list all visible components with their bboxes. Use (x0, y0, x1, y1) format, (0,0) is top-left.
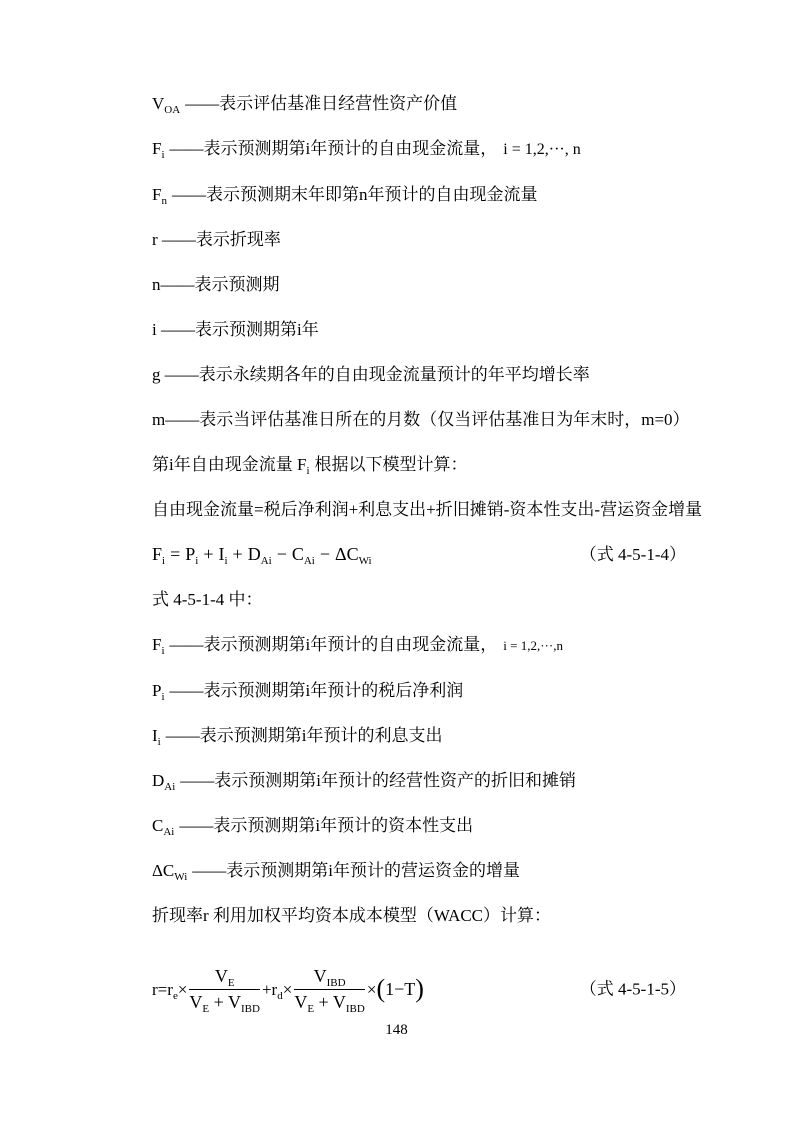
definition-text: ——表示预测期末年即第n年预计的自由现金流量 (171, 185, 538, 204)
symbol-base: r (167, 979, 173, 999)
term-i (218, 544, 228, 567)
operator-plus: + (318, 991, 329, 1012)
symbol-subscript: i (157, 736, 161, 748)
symbol-subscript: IBD (345, 1002, 365, 1015)
term-rd (271, 979, 283, 1002)
formula-expression (152, 544, 372, 567)
definition-text: ——表示预测期第i年预计的营运资金的增量 (192, 861, 521, 880)
term-p (185, 544, 199, 567)
symbol-subscript: Wi (174, 871, 188, 883)
symbol-base: C (291, 544, 304, 564)
term-one-minus-t: 1−T (385, 978, 416, 999)
operator-minus: − (319, 544, 331, 564)
index-range: i = 1,2,···, n (503, 141, 581, 158)
symbol-dcwi (152, 861, 188, 883)
symbol-subscript: i (162, 555, 166, 567)
operator-times: × (282, 979, 293, 999)
symbol-cai (152, 816, 175, 838)
term-re (167, 979, 178, 1002)
symbol-base: I (152, 726, 158, 745)
term-d (247, 544, 272, 567)
term-r: r (152, 979, 158, 999)
definition-text: ——表示预测期第i年预计的资本性支出 (179, 816, 474, 835)
page-body (152, 94, 703, 1045)
symbol-subscript: i (161, 645, 165, 657)
intro-text-post: 根据以下模型计算： (314, 455, 468, 474)
symbol-fn (152, 185, 167, 207)
definition-pi (152, 681, 686, 703)
intro-text-pre: 第i年自由现金流量 (152, 455, 293, 474)
operator-plus: + (261, 979, 272, 999)
symbol-subscript: IBD (241, 1002, 260, 1015)
operator-times: × (177, 979, 188, 999)
symbol-pi (152, 681, 165, 703)
definition-text: ——表示预测期第i年预计的税后净利润 (169, 681, 464, 700)
symbol-subscript: i (306, 465, 310, 477)
symbol-base: P (185, 544, 196, 564)
definition-cai (152, 816, 686, 838)
operator-equals: = (157, 979, 168, 999)
definition-r: r ——表示折现率 (152, 230, 281, 249)
formula-expression: r = $r_e$ × $\frac{V_E}{V_E + V_{IBD}}$ + $r_d$ × $\frac{V_{IBD}}{V_E + V_{IBD}}$ × ( 1−T ) (152, 965, 424, 1015)
symbol-fi (296, 455, 310, 477)
symbol-subscript: E (227, 976, 235, 989)
index-range: i = 1,2,···,n (503, 638, 563, 653)
symbol-base: V (228, 991, 241, 1012)
symbol-base: D (152, 771, 165, 790)
formula-label-4-5-1-4: （式 4-5-1-4） (579, 545, 686, 564)
symbol-base: F (152, 139, 162, 158)
symbol-base: V (189, 991, 203, 1012)
symbol-base: V (313, 965, 327, 986)
definition-text: ——表示预测期第i年预计的自由现金流量， (169, 139, 498, 158)
definition-dai (152, 771, 686, 793)
term-f (152, 544, 166, 567)
definition-fi (152, 139, 686, 159)
operator-equals: = (170, 544, 181, 564)
operator-plus: + (213, 991, 224, 1012)
symbol-base: F (152, 635, 162, 654)
symbol-subscript: Wi (358, 555, 372, 567)
symbol-base: F (152, 185, 162, 204)
fraction-equity-weight (189, 965, 260, 1015)
operator-minus: − (276, 544, 287, 564)
definition-voa (152, 94, 686, 116)
fcf-definition: 自由现金流量=税后净利润+利息支出+折旧摊销-资本性支出-营运资金增量 (152, 500, 703, 519)
fraction-debt-weight (294, 965, 365, 1015)
term-delta-c (335, 544, 372, 567)
fraction-numerator (294, 966, 365, 990)
symbol-subscript: e (172, 989, 178, 1002)
term-c (291, 544, 315, 567)
page-number: 148 (385, 1022, 408, 1038)
symbol-base: ΔC (335, 544, 359, 564)
symbol-subscript: i (195, 555, 199, 567)
symbol-subscript: Ai (260, 555, 272, 567)
symbol-base: C (152, 816, 164, 835)
formula-4-5-1-4 (152, 544, 686, 567)
symbol-fi (152, 139, 165, 161)
symbol-subscript: n (161, 195, 167, 207)
definition-fn (152, 185, 686, 207)
definition-text: ——表示评估基准日经营性资产价值 (185, 94, 458, 113)
symbol-base: F (152, 544, 163, 564)
formula-note: 式 4-5-1-4 中： (152, 590, 263, 609)
symbol-subscript: Ai (303, 555, 315, 567)
symbol-base: D (247, 544, 261, 564)
definition-fi-2 (152, 635, 686, 655)
definition-text: ——表示预测期第i年预计的利息支出 (165, 726, 443, 745)
symbol-base: ΔC (152, 861, 175, 880)
symbol-base: I (218, 544, 225, 564)
fraction-numerator (189, 966, 260, 990)
symbol-subscript: E (307, 1002, 315, 1015)
operator-plus: + (203, 544, 214, 564)
symbol-subscript: i (161, 691, 165, 703)
operator-times: × (366, 979, 377, 999)
definition-n: n——表示预测期 (152, 275, 280, 294)
symbol-subscript: IBD (326, 976, 346, 989)
symbol-base: F (296, 455, 307, 474)
symbol-ii (152, 726, 161, 748)
wacc-intro: 折现率r 利用加权平均资本成本模型（WACC）计算： (152, 906, 552, 925)
symbol-subscript: d (277, 989, 283, 1002)
formula-4-5-1-5 (152, 959, 686, 1019)
symbol-base: r (271, 979, 278, 999)
operator-plus: + (232, 544, 243, 564)
symbol-subscript: i (224, 555, 228, 567)
symbol-base: V (332, 991, 346, 1012)
definition-i: i ——表示预测期第i年 (152, 320, 319, 339)
symbol-base: V (294, 991, 308, 1012)
definition-g: g ——表示永续期各年的自由现金流量预计的年平均增长率 (152, 365, 590, 384)
symbol-voa (152, 94, 181, 116)
fcf-model-intro (152, 455, 686, 477)
definition-text: ——表示预测期第i年预计的经营性资产的折旧和摊销 (180, 771, 577, 790)
formula-label-4-5-1-5: （式 4-5-1-5） (579, 979, 686, 999)
symbol-base: V (214, 965, 228, 986)
definition-m: m——表示当评估基准日所在的月数（仅当评估基准日为年末时，m=0） (152, 410, 690, 429)
definition-dcwi (152, 861, 686, 883)
symbol-subscript: Ai (163, 826, 175, 838)
definition-text: ——表示预测期第i年预计的自由现金流量， (169, 635, 498, 654)
symbol-subscript: E (202, 1002, 210, 1015)
definition-ii (152, 726, 686, 748)
symbol-base: V (152, 94, 165, 113)
symbol-dai (152, 771, 176, 793)
fraction-denominator (189, 990, 260, 1013)
symbol-subscript: Ai (164, 781, 176, 793)
symbol-fi (152, 635, 165, 657)
symbol-subscript: i (161, 149, 165, 161)
symbol-base: P (152, 681, 162, 700)
fraction-denominator (294, 990, 365, 1013)
symbol-subscript: OA (164, 104, 181, 116)
